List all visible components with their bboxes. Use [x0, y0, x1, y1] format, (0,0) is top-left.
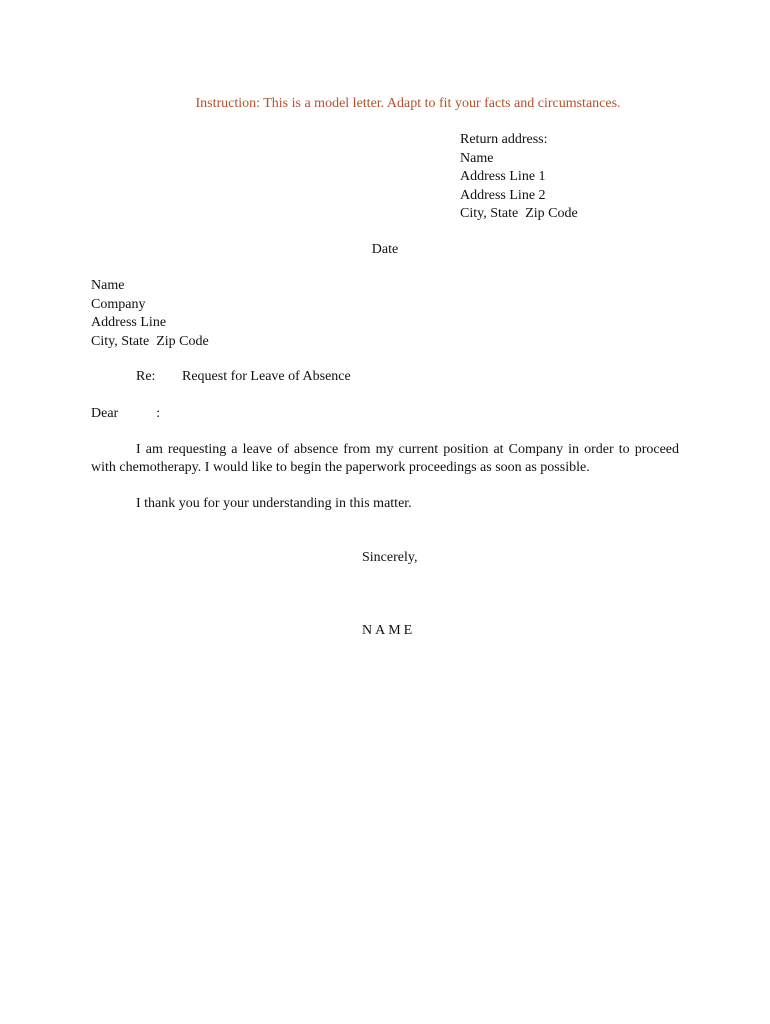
salutation-punctuation: :: [156, 406, 161, 421]
recipient-city-state-zip: City, State Zip Code: [91, 333, 209, 349]
return-address-line-2: Address Line 2: [460, 187, 546, 203]
return-address-name: Name: [460, 150, 494, 166]
reference-label: Re:: [136, 369, 156, 384]
instruction-note: Instruction: This is a model letter. Adapt to fit your facts and circumstances.: [195, 96, 621, 111]
body-paragraph: I am requesting a leave of absence from my current position at Company in order to proceed with chemotherapy. I would like to begin the paperwork proceedings as soon as possible.: [91, 442, 679, 475]
body-paragraph: I thank you for your understanding in this matter.: [136, 496, 412, 511]
salutation-greeting: Dear: [91, 406, 119, 421]
closing: Sincerely,: [362, 550, 418, 565]
recipient-address-block: [91, 277, 209, 351]
recipient-address-line: Address Line: [91, 315, 167, 330]
reference-subject: Request for Leave of Absence: [182, 369, 351, 384]
reference-line: [136, 368, 351, 385]
return-address-city-state-zip: City, State Zip Code: [460, 206, 578, 221]
signature-name: NAME: [362, 623, 416, 638]
recipient-name: Name: [91, 278, 125, 293]
return-address-line-1: Address Line 1: [460, 169, 546, 184]
letter-date: Date: [371, 242, 399, 257]
return-address-heading: Return address:: [460, 132, 548, 147]
salutation: [91, 405, 160, 422]
return-address-block: [460, 131, 578, 224]
recipient-company: Company: [91, 296, 146, 312]
